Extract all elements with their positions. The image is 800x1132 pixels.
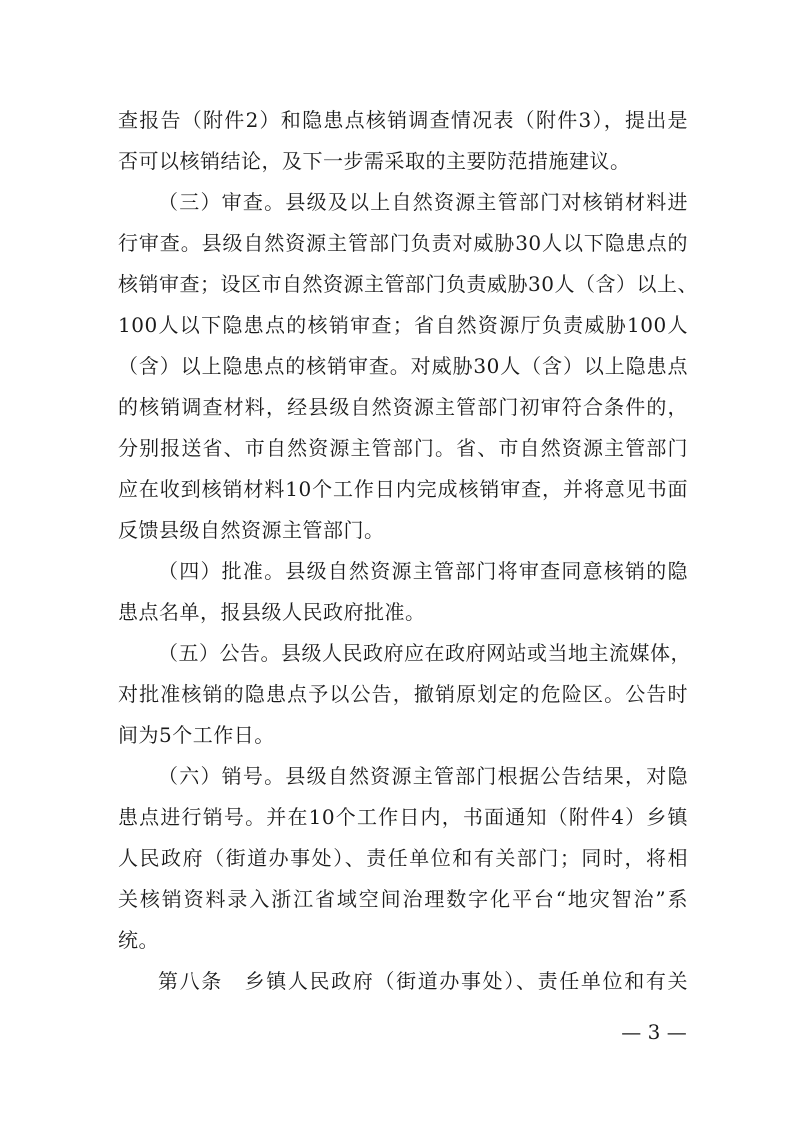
text-line: 患点名单，报县级人民政府批准。 xyxy=(118,600,426,624)
text-line: 分别报送省、市自然资源主管部门。省、市自然资源主管部门 xyxy=(118,436,688,460)
text-line: 核销审查；设区市自然资源主管部门负责威胁30人（含）以上、 xyxy=(118,272,698,296)
text-line: 否可以核销结论，及下一步需采取的主要防范措施建议。 xyxy=(118,149,631,173)
text-line: （五）公告。县级人民政府应在政府网站或当地主流媒体， xyxy=(158,641,691,665)
text-line: 关核销资料录入浙江省域空间治理数字化平台“地灾智治”系 xyxy=(118,887,688,911)
text-line: 间为5个工作日。 xyxy=(118,723,275,747)
text-line: 100人以下隐患点的核销审查；省自然资源厅负责威胁100人 xyxy=(118,313,688,337)
text-line: 反馈县级自然资源主管部门。 xyxy=(118,518,385,542)
document-body xyxy=(118,100,698,1002)
text-line: （四）批准。县级自然资源主管部门将审查同意核销的隐 xyxy=(158,559,688,583)
page-number: — 3 — xyxy=(621,1020,687,1044)
text-line: （六）销号。县级自然资源主管部门根据公告结果，对隐 xyxy=(158,764,688,788)
text-line: 第八条 乡镇人民政府（街道办事处）、责任单位和有关 xyxy=(158,969,688,993)
text-line: 的核销调查材料，经县级自然资源主管部门初审符合条件的， xyxy=(118,395,688,419)
text-line: 患点进行销号。并在10个工作日内，书面通知（附件4）乡镇 xyxy=(118,805,688,829)
text-line: 应在收到核销材料10个工作日内完成核销审查，并将意见书面 xyxy=(118,477,688,501)
text-line: 查报告（附件2）和隐患点核销调查情况表（附件3），提出是 xyxy=(118,108,688,132)
text-line: 对批准核销的隐患点予以公告，撤销原划定的危险区。公告时 xyxy=(118,682,688,706)
text-line: （三）审查。县级及以上自然资源主管部门对核销材料进 xyxy=(158,190,688,214)
text-line: 人民政府（街道办事处）、责任单位和有关部门；同时，将相 xyxy=(118,846,688,870)
text-line: 统。 xyxy=(118,928,159,952)
text-line: 行审查。县级自然资源主管部门负责对威胁30人以下隐患点的 xyxy=(118,231,688,255)
text-line: （含）以上隐患点的核销审查。对威胁30人（含）以上隐患点 xyxy=(118,354,688,378)
